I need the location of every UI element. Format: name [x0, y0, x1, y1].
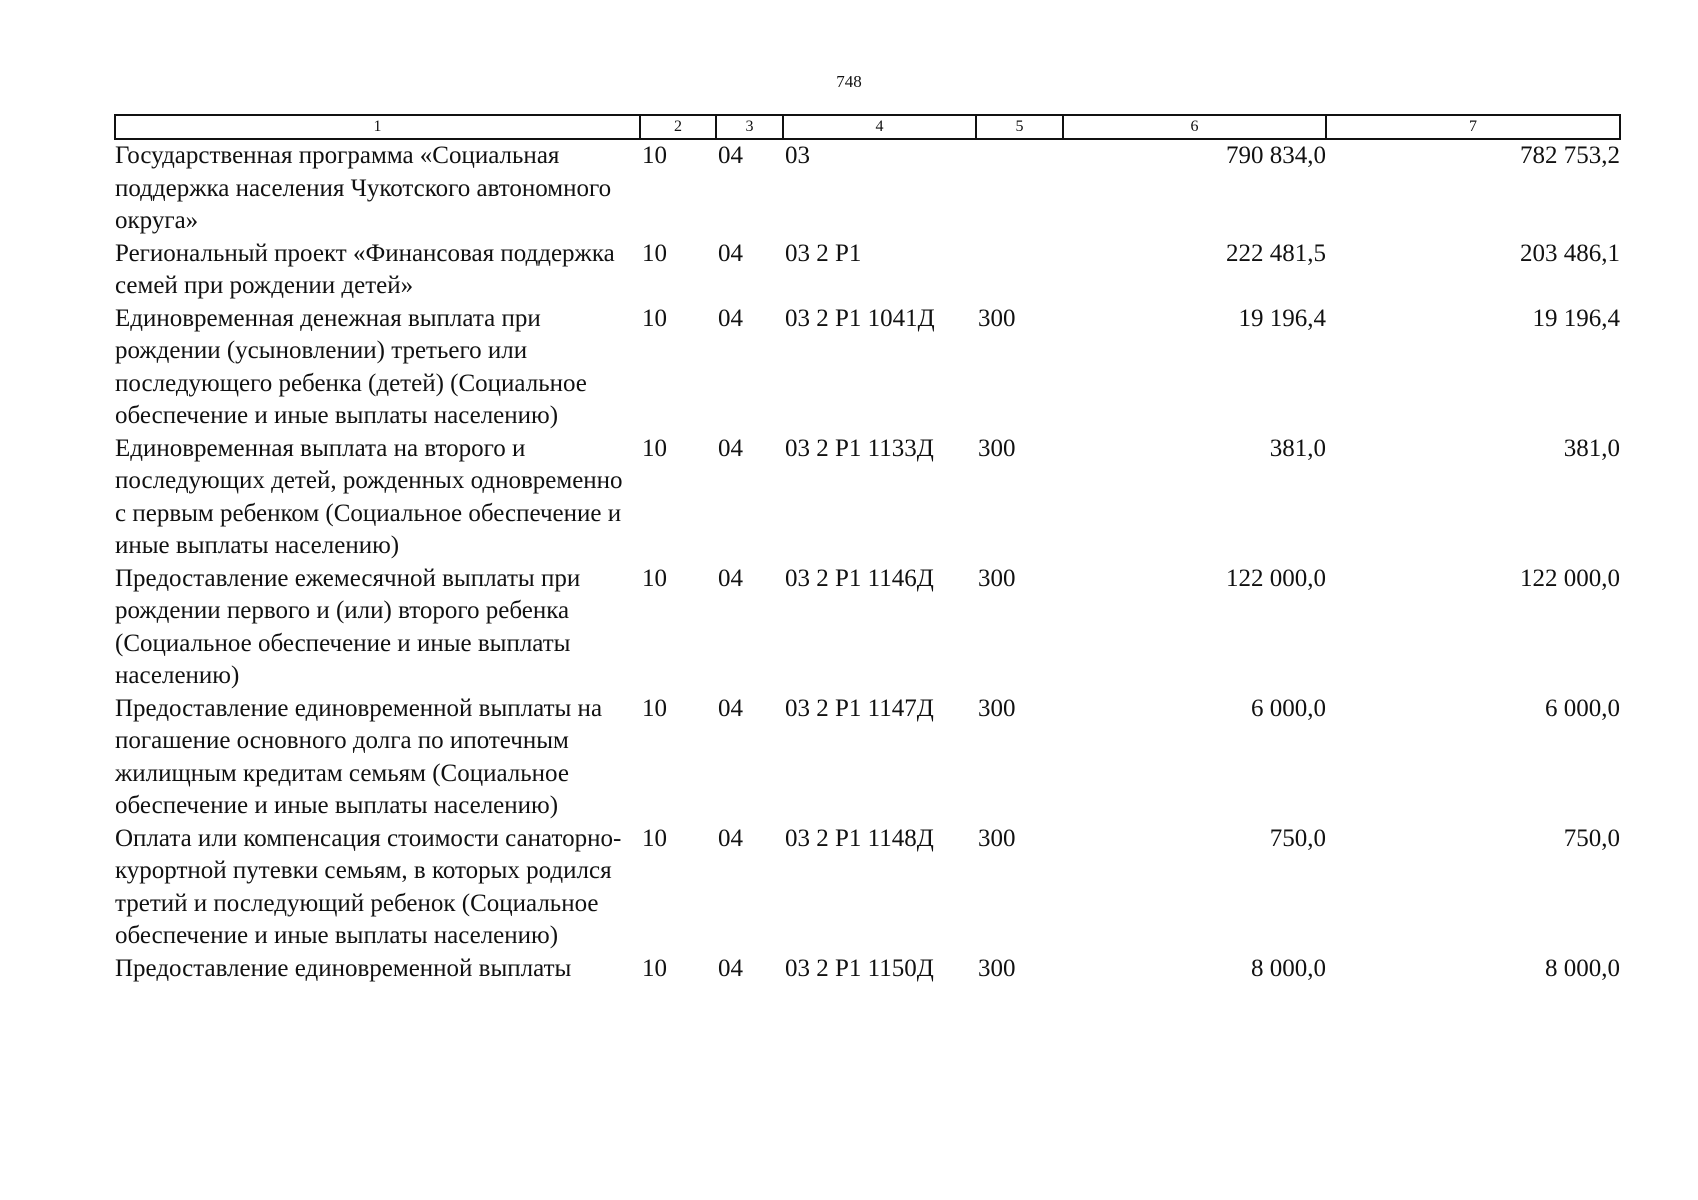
subsection-code: 04 — [718, 694, 743, 722]
section-code: 10 — [642, 434, 667, 462]
table-row — [115, 433, 1620, 563]
section-code: 10 — [642, 142, 667, 169]
table-row — [115, 563, 1620, 693]
column-number-6: 6 — [1063, 115, 1326, 139]
table-row — [115, 823, 1620, 953]
amount-col-6: 6 000,0 — [1251, 694, 1326, 722]
amount-col-7: 8 000,0 — [1545, 954, 1620, 982]
page-number: 748 — [836, 72, 862, 91]
table-row — [115, 139, 1620, 238]
subsection-code: 04 — [718, 954, 743, 982]
table-row — [115, 303, 1620, 433]
target-article-code: 03 2 Р1 1041Д — [785, 304, 935, 332]
column-number-1: 1 — [115, 115, 640, 139]
expense-type-code: 300 — [978, 304, 1016, 332]
expense-type-code: 300 — [978, 694, 1016, 722]
section-code: 10 — [642, 824, 667, 852]
expense-type-code — [976, 139, 1063, 238]
column-numbers-header-row — [115, 115, 1620, 139]
expense-type-code: 300 — [978, 434, 1016, 462]
row-name: Единовременная денежная выплата при рождении (усыновлении) третьего или последующего ребенка (детей) (Социальное обеспечение и иные выплаты населению) — [115, 304, 587, 429]
row-name: Предоставление ежемесячной выплаты при рождении первого и (или) второго ребенка (Социальное обеспечение и иные выплаты населению) — [115, 564, 581, 689]
target-article-code: 03 2 Р1 1146Д — [785, 564, 934, 592]
target-article-code: 03 2 Р1 1147Д — [785, 694, 934, 722]
amount-col-6: 790 834,0 — [1226, 142, 1326, 169]
amount-col-6: 750,0 — [1269, 824, 1326, 852]
subsection-code: 04 — [718, 239, 743, 267]
amount-col-6: 8 000,0 — [1251, 954, 1326, 982]
row-name: Предоставление единовременной выплаты — [115, 954, 572, 982]
column-number-5: 5 — [976, 115, 1063, 139]
amount-col-7: 19 196,4 — [1532, 304, 1620, 332]
table-row — [115, 238, 1620, 303]
expense-type-code: 300 — [978, 954, 1016, 982]
column-number-3: 3 — [716, 115, 783, 139]
table-row — [115, 953, 1620, 986]
target-article-code: 03 2 Р1 1150Д — [785, 954, 934, 982]
amount-col-6: 19 196,4 — [1238, 304, 1326, 332]
amount-col-7: 203 486,1 — [1520, 239, 1620, 267]
subsection-code: 04 — [718, 304, 743, 332]
expense-type-code: 300 — [978, 824, 1016, 852]
row-name: Предоставление единовременной выплаты на погашение основного долга по ипотечным жилищным кредитам семьям (Социальное обеспечение и иные выплаты населению) — [115, 694, 603, 819]
row-name: Единовременная выплата на второго и последующих детей, рожденных одновременно с первым ребенком (Социальное обеспечение и иные выплаты населению) — [115, 434, 623, 559]
section-code: 10 — [642, 954, 667, 982]
section-code: 10 — [642, 564, 667, 592]
amount-col-7: 750,0 — [1563, 824, 1620, 852]
target-article-code: 03 2 Р1 1133Д — [785, 434, 934, 462]
target-article-code: 03 2 Р1 1148Д — [785, 824, 934, 852]
amount-col-6: 122 000,0 — [1226, 564, 1326, 592]
expense-type-code — [976, 238, 1063, 303]
amount-col-7: 6 000,0 — [1545, 694, 1620, 722]
amount-col-7: 782 753,2 — [1520, 142, 1620, 169]
row-name: Государственная программа «Социальная поддержка населения Чукотского автономного округа» — [115, 142, 612, 234]
column-number-7: 7 — [1326, 115, 1620, 139]
section-code: 10 — [642, 694, 667, 722]
target-article-code: 03 — [785, 142, 810, 169]
row-name: Региональный проект «Финансовая поддержка семей при рождении детей» — [115, 239, 615, 299]
section-code: 10 — [642, 239, 667, 267]
subsection-code: 04 — [718, 142, 743, 169]
amount-col-6: 381,0 — [1269, 434, 1326, 462]
amount-col-6: 222 481,5 — [1226, 239, 1326, 267]
amount-col-7: 122 000,0 — [1520, 564, 1620, 592]
target-article-code: 03 2 Р1 — [785, 239, 862, 267]
table-row — [115, 693, 1620, 823]
subsection-code: 04 — [718, 824, 743, 852]
subsection-code: 04 — [718, 434, 743, 462]
amount-col-7: 381,0 — [1563, 434, 1620, 462]
subsection-code: 04 — [718, 564, 743, 592]
row-name: Оплата или компенсация стоимости санаторно-курортной путевки семьям, в которых родился третий и последующий ребенок (Социальное обеспечение и иные выплаты населению) — [115, 824, 622, 949]
column-number-2: 2 — [640, 115, 716, 139]
section-code: 10 — [642, 304, 667, 332]
column-number-4: 4 — [783, 115, 976, 139]
expense-type-code: 300 — [978, 564, 1016, 592]
budget-table — [114, 114, 1621, 985]
